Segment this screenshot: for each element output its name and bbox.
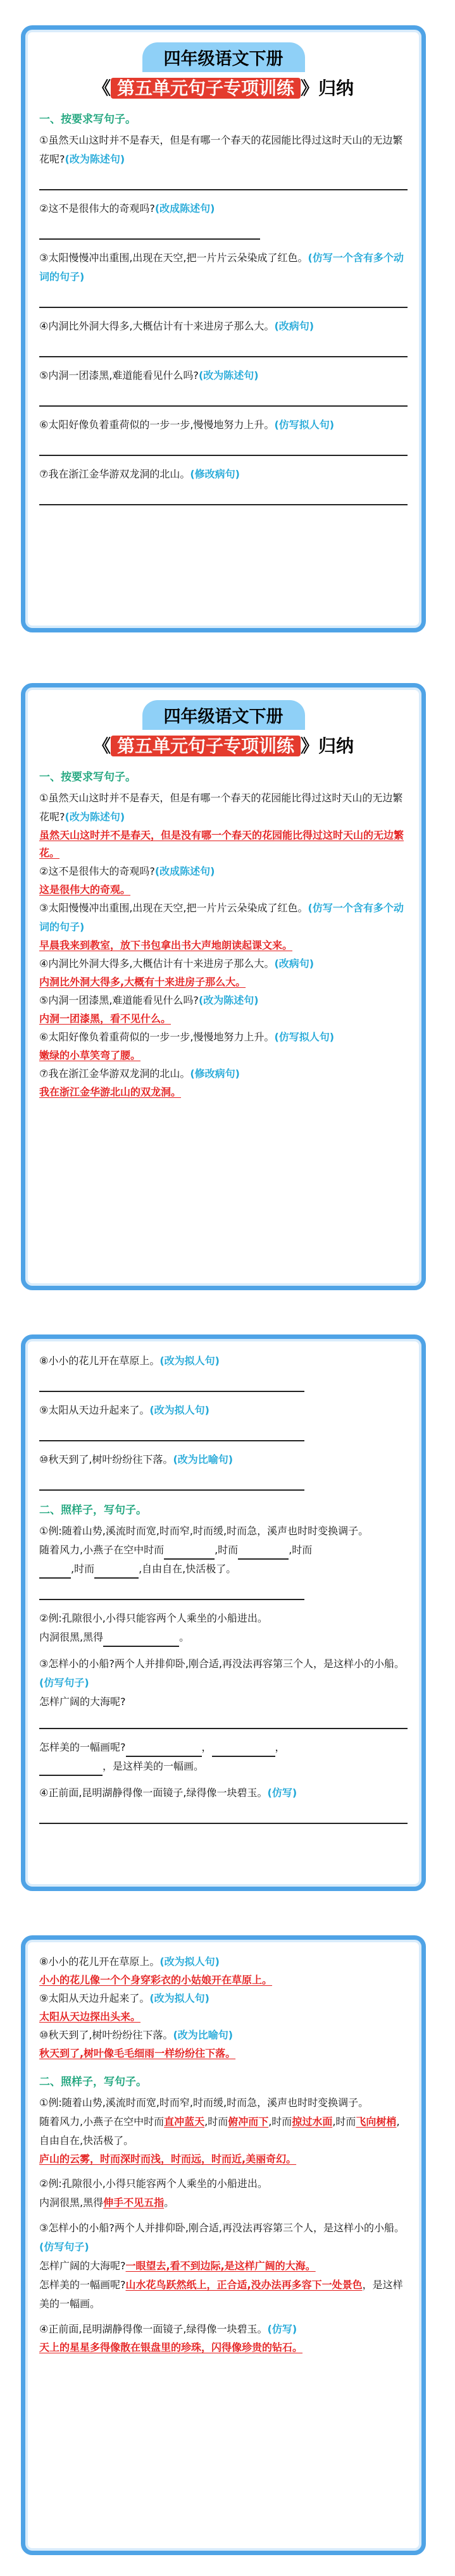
blank[interactable] [212, 1744, 275, 1757]
question-4: ④内洞比外洞大得多,大概估计有十来进房子那么大。(改病句) [39, 958, 315, 970]
example-1: ①例:随着山势,溪流时而宽,时而窄,时而缓,时而急，溪声也时时变换调子。 [39, 2097, 369, 2109]
fill-3b: 怎样美的一幅画呢? ， ， [39, 1738, 408, 1757]
worksheet-card-2 [21, 683, 426, 1290]
question-6: ⑥太阳好像负着重荷似的一步一步,慢慢地努力上升。(仿写拟人句) [39, 1031, 335, 1043]
answer-line[interactable] [39, 1473, 304, 1491]
question-9: ⑨太阳从天边升起来了。(改为拟人句) [39, 1992, 209, 2004]
section-heading: 二、照样子，写句子。 [39, 1504, 147, 1517]
blank[interactable] [39, 1566, 71, 1579]
example-4: ④正前面,昆明湖静得像一面镜子,绿得像一块碧玉。(仿写) [39, 2323, 297, 2335]
question-10: ⑩秋天到了,树叶纷纷往下落。(改为比喻句) [39, 1453, 234, 1465]
fill-3a: 怎样广阔的大海呢? [39, 1696, 126, 1708]
fill-1: 随着风力,小燕子在空中时而直冲蓝天,时而俯冲而下,时而掠过水面,时而飞向树梢,自由自在,快活极了。 [39, 2116, 400, 2147]
question-3: ③太阳慢慢冲出重围,出现在天空,把一片片云朵染成了红色。(仿写一个含有多个动词的句子) [39, 252, 404, 283]
question-1: ①虽然天山这时并不是春天，但是有哪一个春天的花园能比得过这时天山的无边繁花呢?(改为陈述句) [39, 792, 403, 823]
question-10: ⑩秋天到了,树叶纷纷往下落。(改为比喻句) [39, 2029, 234, 2041]
blank[interactable] [39, 1763, 103, 1776]
answer-line[interactable] [39, 173, 408, 190]
fill-2: 内洞很黑,黑得 。 [39, 1628, 408, 1647]
fill-3b: 怎样美的一幅画呢?山水花鸟跃然纸上，正合适,没办法再多容下一处景色，是这样美的一幅画。 [39, 2279, 403, 2310]
example-3: ③怎样小的小船?两个人并排仰卧,刚合适,再没法再容第三个人，是这样小的小船。(仿写句子) [39, 2222, 405, 2253]
question-4: ④内洞比外洞大得多,大概估计有十来进房子那么大。(改病句) [39, 320, 315, 332]
answer-line[interactable] [39, 438, 408, 456]
answer-line[interactable] [39, 1374, 304, 1392]
answer-10: 秋天到了,树叶像毛毛细雨一样纷纷往下落。 [39, 2047, 236, 2059]
answer-line[interactable] [39, 1424, 304, 1441]
answer-3: 早晨我来到教室，放下书包拿出书大声地朗读起课文来。 [39, 939, 293, 951]
question-7: ⑦我在浙江金华游双龙洞的北山。(修改病句) [39, 1068, 240, 1080]
blank[interactable] [164, 1547, 215, 1560]
question-5: ⑤内洞一团漆黑,难道能看见什么吗?(改为陈述句) [39, 994, 259, 1006]
answer-line[interactable] [39, 389, 408, 407]
answer-1: 虽然天山这时并不是春天，但是没有哪一个春天的花园能比得过这时天山的无边繁花。 [39, 829, 404, 859]
page-subtitle: 《 第五单元句子专项训练 》归纳 [92, 736, 354, 756]
fill-1b: ,时而 ,自由自在,快活极了。 [39, 1560, 408, 1579]
header [39, 700, 408, 758]
answer-line[interactable] [39, 1582, 304, 1600]
fill-1: 随着风力,小燕子在空中时而 ,时而 ,时而 [39, 1541, 408, 1560]
answer-4: 内洞比外洞大得多,大概有十来进房子那么大。 [39, 976, 246, 988]
section-heading: 二、照样子，写句子。 [39, 2076, 147, 2088]
worksheet-card-4 [21, 1935, 426, 2555]
fill-3a: 怎样广阔的大海呢?一眼望去,看不到边际,是这样广阔的大海。 [39, 2260, 316, 2272]
question-6: ⑥太阳好像负着重荷似的一步一步,慢慢地努力上升。(仿写拟人句) [39, 419, 335, 431]
answer-line[interactable] [39, 1711, 408, 1729]
fill-2: 内洞很黑,黑得伸手不见五指。 [39, 2197, 175, 2209]
answer-line[interactable] [39, 340, 408, 357]
page-title: 四年级语文下册 [142, 700, 305, 730]
answer-6: 嫩绿的小草笑弯了腰。 [39, 1049, 141, 1061]
answer-line[interactable] [39, 222, 260, 240]
blank[interactable] [126, 1744, 202, 1757]
blank[interactable] [94, 1566, 139, 1579]
header [39, 42, 408, 100]
question-9: ⑨太阳从天边升起来了。(改为拟人句) [39, 1404, 209, 1416]
answer-8: 小小的花儿像一个个身穿彩衣的小姑娘开在草原上。 [39, 1974, 273, 1986]
answer-7: 我在浙江金华游北山的双龙洞。 [39, 1086, 182, 1098]
answer-line[interactable] [39, 1806, 408, 1824]
fill-3c: ，是这样美的一幅画。 [39, 1757, 408, 1776]
example-2: ②例:孔隙很小,小得只能容两个人乘坐的小船进出。 [39, 1612, 268, 1624]
example-1: ①例:随着山势,溪流时而宽,时而窄,时而缓,时而急，溪声也时时变换调子。 [39, 1525, 369, 1537]
question-7: ⑦我在浙江金华游双龙洞的北山。(修改病句) [39, 468, 240, 480]
page-subtitle: 《 第五单元句子专项训练 》归纳 [92, 78, 354, 99]
blank[interactable] [238, 1547, 289, 1560]
question-5: ⑤内洞一团漆黑,难道能看见什么吗?(改为陈述句) [39, 369, 259, 381]
worksheet-card-3 [21, 1334, 426, 1891]
question-3: ③太阳慢慢冲出重围,出现在天空,把一片片云朵染成了红色。(仿写一个含有多个动词的句子) [39, 902, 404, 933]
answer-line[interactable] [39, 488, 408, 505]
question-2: ②这不是很伟大的奇观吗?(改成陈述句) [39, 202, 215, 214]
answer-5: 内洞一团漆黑，看不见什么。 [39, 1013, 171, 1025]
blank[interactable] [103, 1634, 179, 1647]
worksheet-card-1 [21, 25, 426, 632]
page-title: 四年级语文下册 [142, 42, 305, 72]
question-8: ⑧小小的花儿开在草原上。(改为拟人句) [39, 1355, 220, 1367]
answer-line[interactable] [39, 290, 408, 308]
answer-s4: 天上的星星多得像散在银盘里的珍珠，闪得像珍贵的钻石。 [39, 2341, 303, 2353]
question-8: ⑧小小的花儿开在草原上。(改为拟人句) [39, 1956, 220, 1968]
example-4: ④正前面,昆明湖静得像一面镜子,绿得像一块碧玉。(仿写) [39, 1787, 297, 1799]
section-heading: 一、按要求写句子。 [39, 771, 136, 784]
answer-2: 这是很伟大的奇观。 [39, 884, 131, 896]
question-2: ②这不是很伟大的奇观吗?(改成陈述句) [39, 865, 215, 877]
example-3: ③怎样小的小船?两个人并排仰卧,刚合适,再没法再容第三个人，是这样小的小船。(仿写句子) [39, 1658, 405, 1689]
answer-9: 太阳从天边探出头来。 [39, 2011, 141, 2023]
answer-s1: 庐山的云雾，时而深时而浅，时而远，时而近,美丽奇幻。 [39, 2153, 297, 2165]
example-2: ②例:孔隙很小,小得只能容两个人乘坐的小船进出。 [39, 2178, 268, 2190]
question-1: ①虽然天山这时并不是春天，但是有哪一个春天的花园能比得过这时天山的无边繁花呢?(改为陈述句) [39, 134, 403, 165]
section-heading: 一、按要求写句子。 [39, 113, 136, 126]
